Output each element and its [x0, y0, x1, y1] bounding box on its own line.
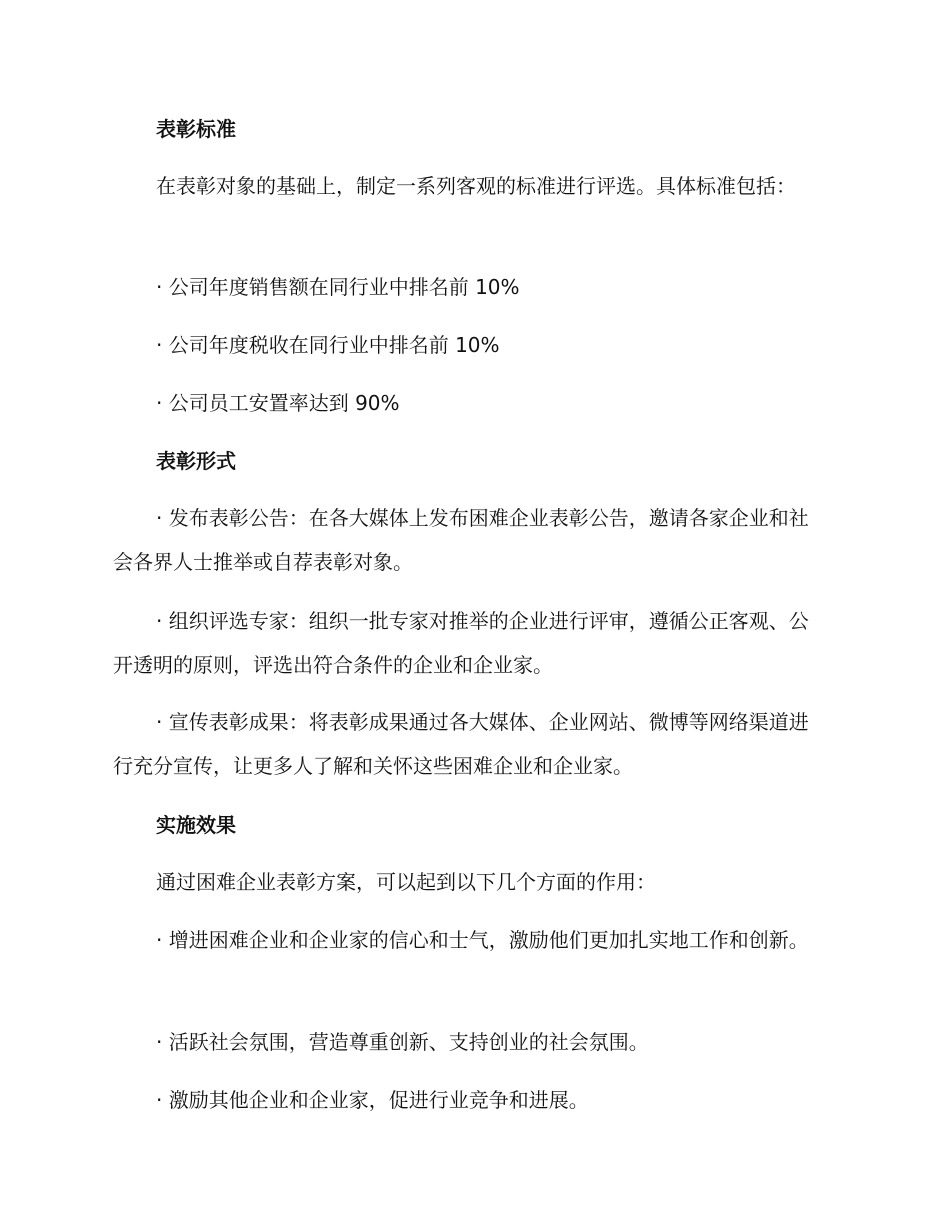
effects-bullet-competition: · 激励其他企业和企业家，促进行业竞争和进展。: [156, 1088, 589, 1112]
section-heading-forms: 表彰形式: [156, 449, 236, 473]
standards-bullet-tax: · 公司年度税收在同行业中排名前 10%: [156, 333, 500, 357]
effects-intro-paragraph: 通过困难企业表彰方案，可以起到以下几个方面的作用：: [156, 870, 656, 894]
effects-bullet-atmosphere: · 活跃社会氛围，营造尊重创新、支持创业的社会氛围。: [156, 1030, 649, 1054]
section-heading-standards: 表彰标准: [156, 117, 236, 141]
section-heading-effects: 实施效果: [156, 813, 236, 837]
forms-bullet-experts: · 组织评选专家：组织一批专家对推举的企业进行评审，遵循公正客观、公开透明的原则，评选出符合条件的企业和企业家。: [113, 609, 809, 677]
standards-bullet-sales: · 公司年度销售额在同行业中排名前 10%: [156, 275, 520, 299]
effects-bullet-confidence: · 增进困难企业和企业家的信心和士气，激励他们更加扎实地工作和创新。: [156, 928, 809, 952]
standards-intro-paragraph: 在表彰对象的基础上，制定一系列客观的标准进行评选。具体标准包括：: [156, 174, 796, 198]
forms-bullet-announcement: · 发布表彰公告：在各大媒体上发布困难企业表彰公告，邀请各家企业和社会各界人士推举或自荐表彰对象。: [113, 506, 809, 574]
forms-bullet-publicity: · 宣传表彰成果：将表彰成果通过各大媒体、企业网站、微博等网络渠道进行充分宣传，让更多人了解和关怀这些困难企业和企业家。: [113, 710, 809, 778]
standards-bullet-employment: · 公司员工安置率达到 90%: [156, 391, 400, 415]
